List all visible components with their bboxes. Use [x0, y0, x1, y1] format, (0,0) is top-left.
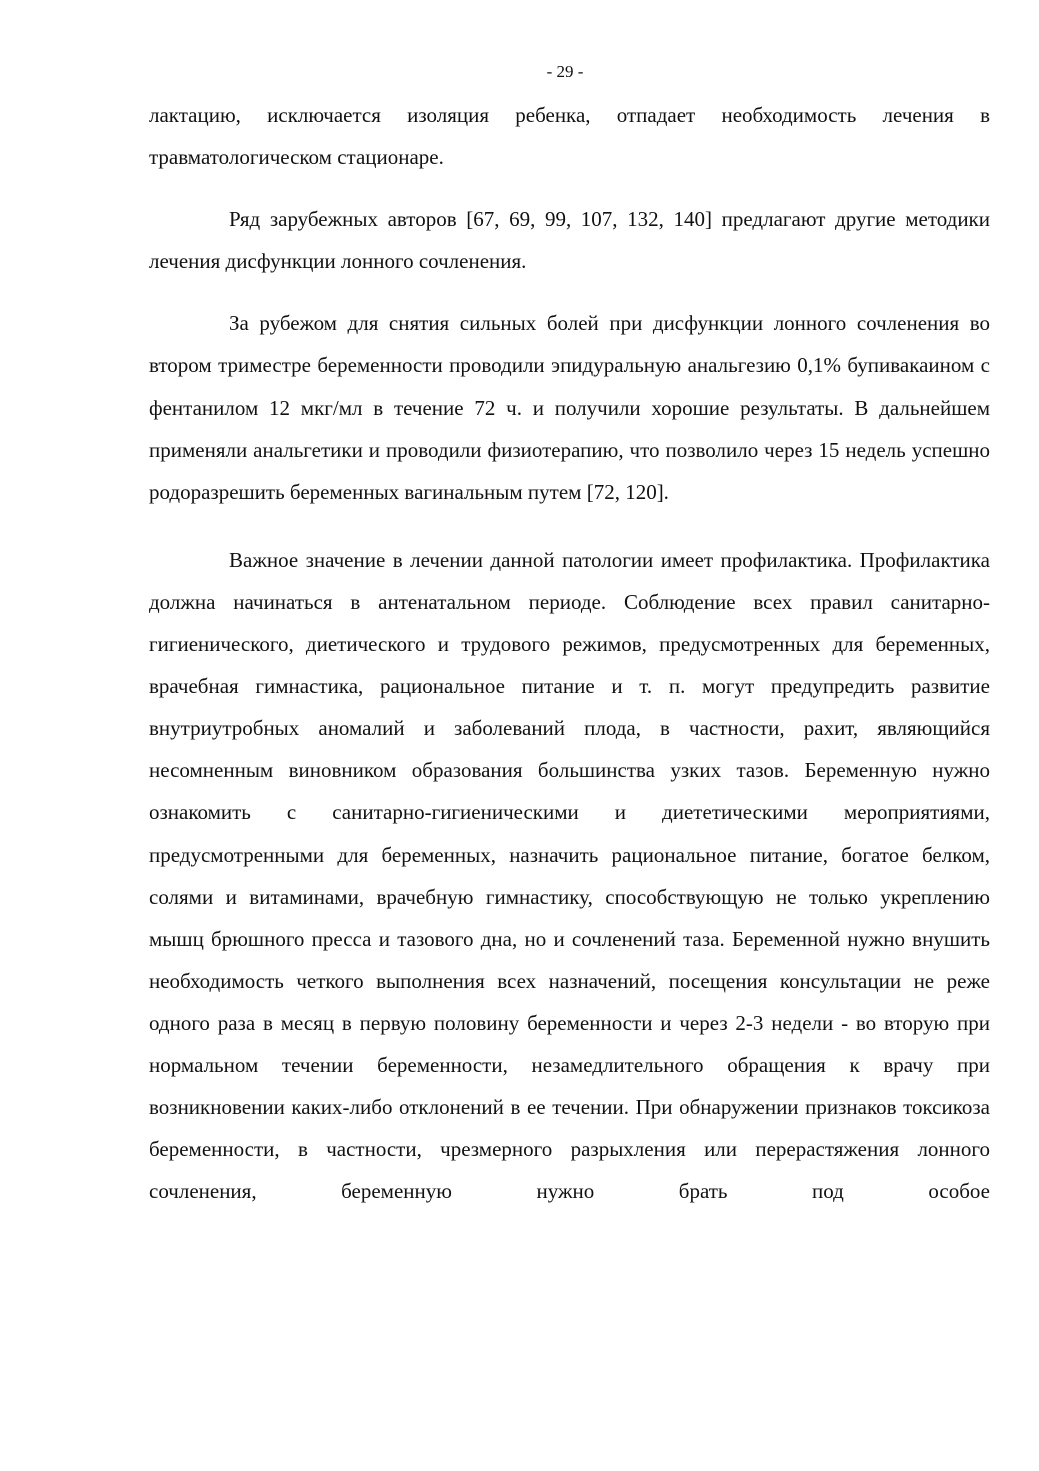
paragraph-prophylaxis: Важное значение в лечении данной патологии имеет профилактика. Профилактика должна начинаться в антенатальном периоде. Соблюдение всех правил санитарно-гигиенического, диетического и трудового режимов, предусмотренных для беременных, врачебная гимнастика, рациональное питание и т. п. могут предупредить развитие внутриутробных аномалий и заболеваний плода, в частности, рахит, являющийся несомненным виновником образования большинства узких тазов. Беременную нужно ознакомить с санитарно-гигиеническими и диететическими мероприятиями, предусмотренными для беременных, назначить рациональное питание, богатое белком, солями и витаминами, врачебную гимнастику, способствующую не только укреплению мышц брюшного пресса и тазового дна, но и сочленений таза. Беременной нужно внушить необходимость четкого выполнения всех назначений, посещения консультации не реже одного раза в месяц в первую половину беременности и через 2-3 недели - во вторую при нормальном течении беременности, незамедлительного обращения к врачу при возникновении каких-либо отклонений в ее течении. При обнаружении признаков токсикоза беременности, в частности, чрезмерного разрыхления или перерастяжения лонного сочленения, беременную нужно брать под особое	[149, 547, 990, 1204]
paragraph-epidural-analgesia: За рубежом для снятия сильных болей при дисфункции лонного сочленения во втором триместре беременности проводили эпидуральную анальгезию 0,1% бупивакаином с фентанилом 12 мкг/мл в течение 72 ч. и получили хорошие результаты. В дальнейшем применяли анальгетики и проводили физиотерапию, что позволило через 15 недель успешно родоразрешить беременных вагинальным путем [72, 120].	[149, 311, 990, 504]
body-text	[149, 94, 990, 1212]
page-number: - 29 -	[546, 62, 584, 81]
paragraph-continuation: лактацию, исключается изоляция ребенка, отпадает необходимость лечения в травматологическом стационаре.	[149, 103, 990, 170]
paragraph-foreign-authors: Ряд зарубежных авторов [67, 69, 99, 107, 132, 140] предлагают другие методики лечения дисфункции лонного сочленения.	[149, 207, 990, 274]
